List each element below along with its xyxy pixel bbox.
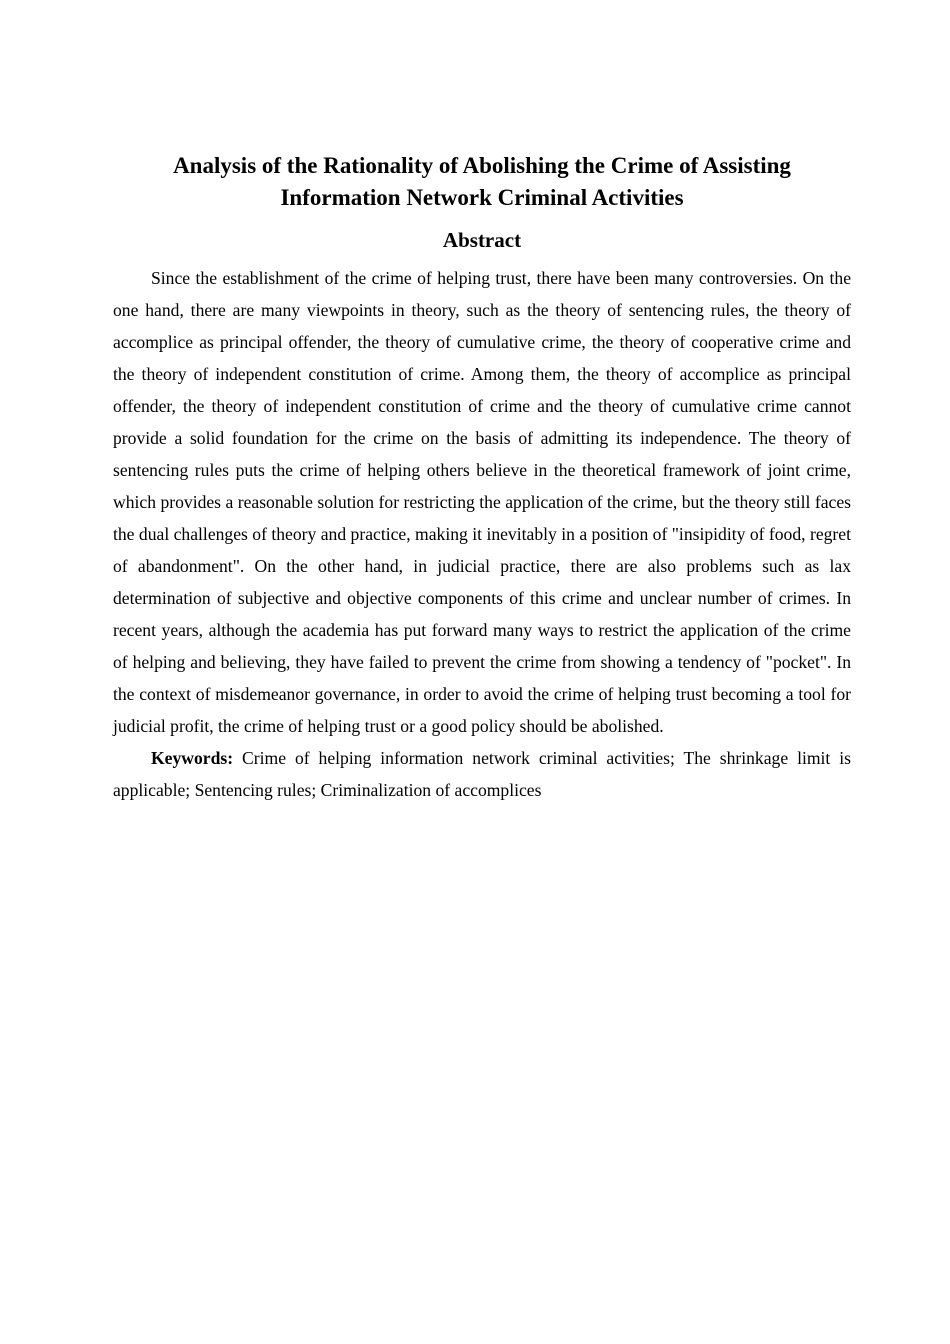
document-page <box>113 150 851 806</box>
paper-title-line-1: Analysis of the Rationality of Abolishing the Crime of Assisting <box>173 153 791 178</box>
paper-title <box>113 150 851 214</box>
abstract-body: Since the establishment of the crime of helping trust, there have been many controversies. On the one hand, there are many viewpoints in theory, such as the theory of sentencing rules, the theory of accomplice as principal offender, the theory of cumulative crime, the theory of cooperative crime and the theory of independent constitution of crime. Among them, the theory of accomplice as principal offender, the theory of independent constitution of crime and the theory of cumulative crime cannot provide a solid foundation for the crime on the basis of admitting its independence. The theory of sentencing rules puts the crime of helping others believe in the theoretical framework of joint crime, which provides a reasonable solution for restricting the application of the crime, but the theory still faces the dual challenges of theory and practice, making it inevitably in a position of "insipidity of food, regret of abandonment". On the other hand, in judicial practice, there are also problems such as lax determination of subjective and objective components of this crime and unclear number of crimes. In recent years, although the academia has put forward many ways to restrict the application of the crime of helping and believing, they have failed to prevent the crime from showing a tendency of "pocket". In the context of misdemeanor governance, in order to avoid the crime of helping trust becoming a tool for judicial profit, the crime of helping trust or a good policy should be abolished. <box>113 268 851 736</box>
paper-title-line-2: Information Network Criminal Activities <box>280 185 684 210</box>
abstract-heading: Abstract <box>442 228 522 252</box>
keywords-text: Crime of helping information network criminal activities; The shrinkage limit is applicable; Sentencing rules; Criminalization of accomplices <box>113 748 851 800</box>
keywords-label: Keywords: <box>151 748 234 768</box>
keywords-paragraph <box>113 742 851 806</box>
